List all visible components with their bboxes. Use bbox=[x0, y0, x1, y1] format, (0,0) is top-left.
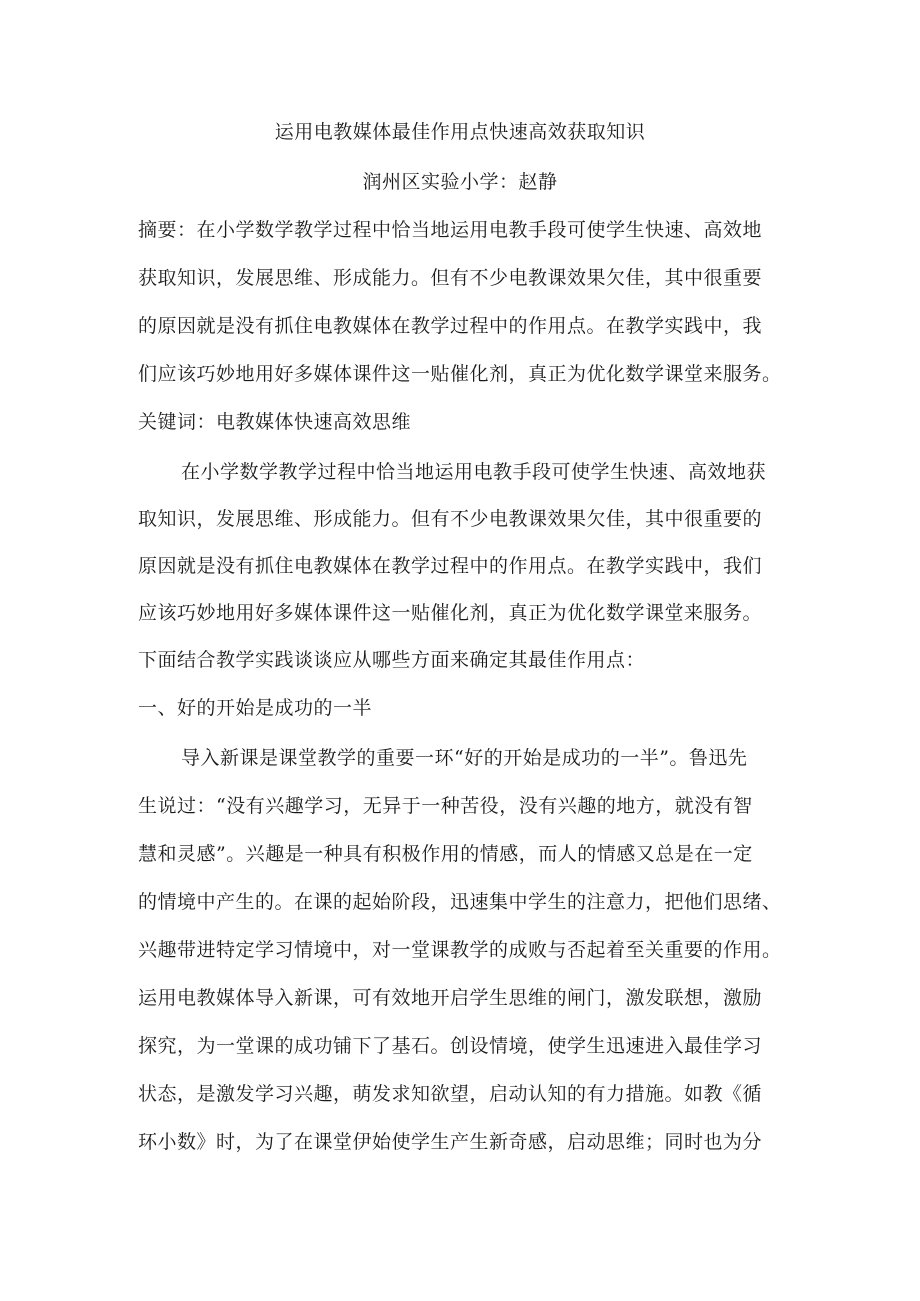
intro-line: 在小学数学教学过程中恰当地运用电教手段可使学生快速、高效地获 bbox=[181, 461, 767, 483]
section-line: 探究，为一堂课的成功铺下了基石。创设情境，使学生迅速进入最佳学习 bbox=[138, 1035, 763, 1057]
intro-line: 应该巧妙地用好多媒体课件这一贴催化剂，真正为优化数学课堂来服务。 bbox=[138, 602, 763, 624]
abstract-line: 摘要：在小学数学教学过程中恰当地运用电教手段可使学生快速、高效地 bbox=[138, 219, 763, 241]
section-line: 运用电教媒体导入新课，可有效地开启学生思维的闸门，激发联想，激励 bbox=[138, 987, 763, 1009]
section-line: 兴趣带进特定学习情境中，对一堂课教学的成败与否起着至关重要的作用。 bbox=[138, 939, 782, 961]
abstract-line: 们应该巧妙地用好多媒体课件这一贴催化剂，真正为优化数学课堂来服务。 bbox=[138, 363, 782, 385]
section-line: 慧和灵感”。兴趣是一种具有积极作用的情感，而人的情感又总是在一定 bbox=[138, 843, 753, 865]
section-line: 导入新课是课堂教学的重要一环“好的开始是成功的一半”。鲁迅先 bbox=[181, 747, 748, 769]
intro-line: 取知识，发展思维、形成能力。但有不少电教课效果欠佳，其中很重要的 bbox=[138, 508, 763, 530]
section-line: 生说过：“没有兴趣学习，无异于一种苦役，没有兴趣的地方，就没有智 bbox=[138, 795, 753, 817]
intro-line: 下面结合教学实践谈谈应从哪些方面来确定其最佳作用点： bbox=[138, 649, 646, 671]
document-title: 运用电教媒体最佳作用点快速高效获取知识 bbox=[274, 121, 646, 143]
section-line: 的情境中产生的。在课的起始阶段，迅速集中学生的注意力，把他们思绪、 bbox=[138, 891, 782, 913]
section-line: 环小数》时，为了在课堂伊始使学生产生新奇感，启动思维；同时也为分 bbox=[138, 1131, 763, 1153]
section-line: 状态，是激发学习兴趣，萌发求知欲望，启动认知的有力措施。如教《循 bbox=[138, 1083, 763, 1105]
section-heading: 一、好的开始是成功的一半 bbox=[138, 697, 373, 719]
document-author: 润州区实验小学：赵静 bbox=[362, 171, 558, 193]
keywords-line: 关键词：电教媒体快速高效思维 bbox=[138, 411, 412, 433]
abstract-line: 获取知识，发展思维、形成能力。但有不少电教课效果欠佳，其中很重要 bbox=[138, 267, 763, 289]
intro-line: 原因就是没有抓住电教媒体在教学过程中的作用点。在教学实践中，我们 bbox=[138, 555, 763, 577]
abstract-line: 的原因就是没有抓住电教媒体在教学过程中的作用点。在教学实践中，我 bbox=[138, 315, 763, 337]
